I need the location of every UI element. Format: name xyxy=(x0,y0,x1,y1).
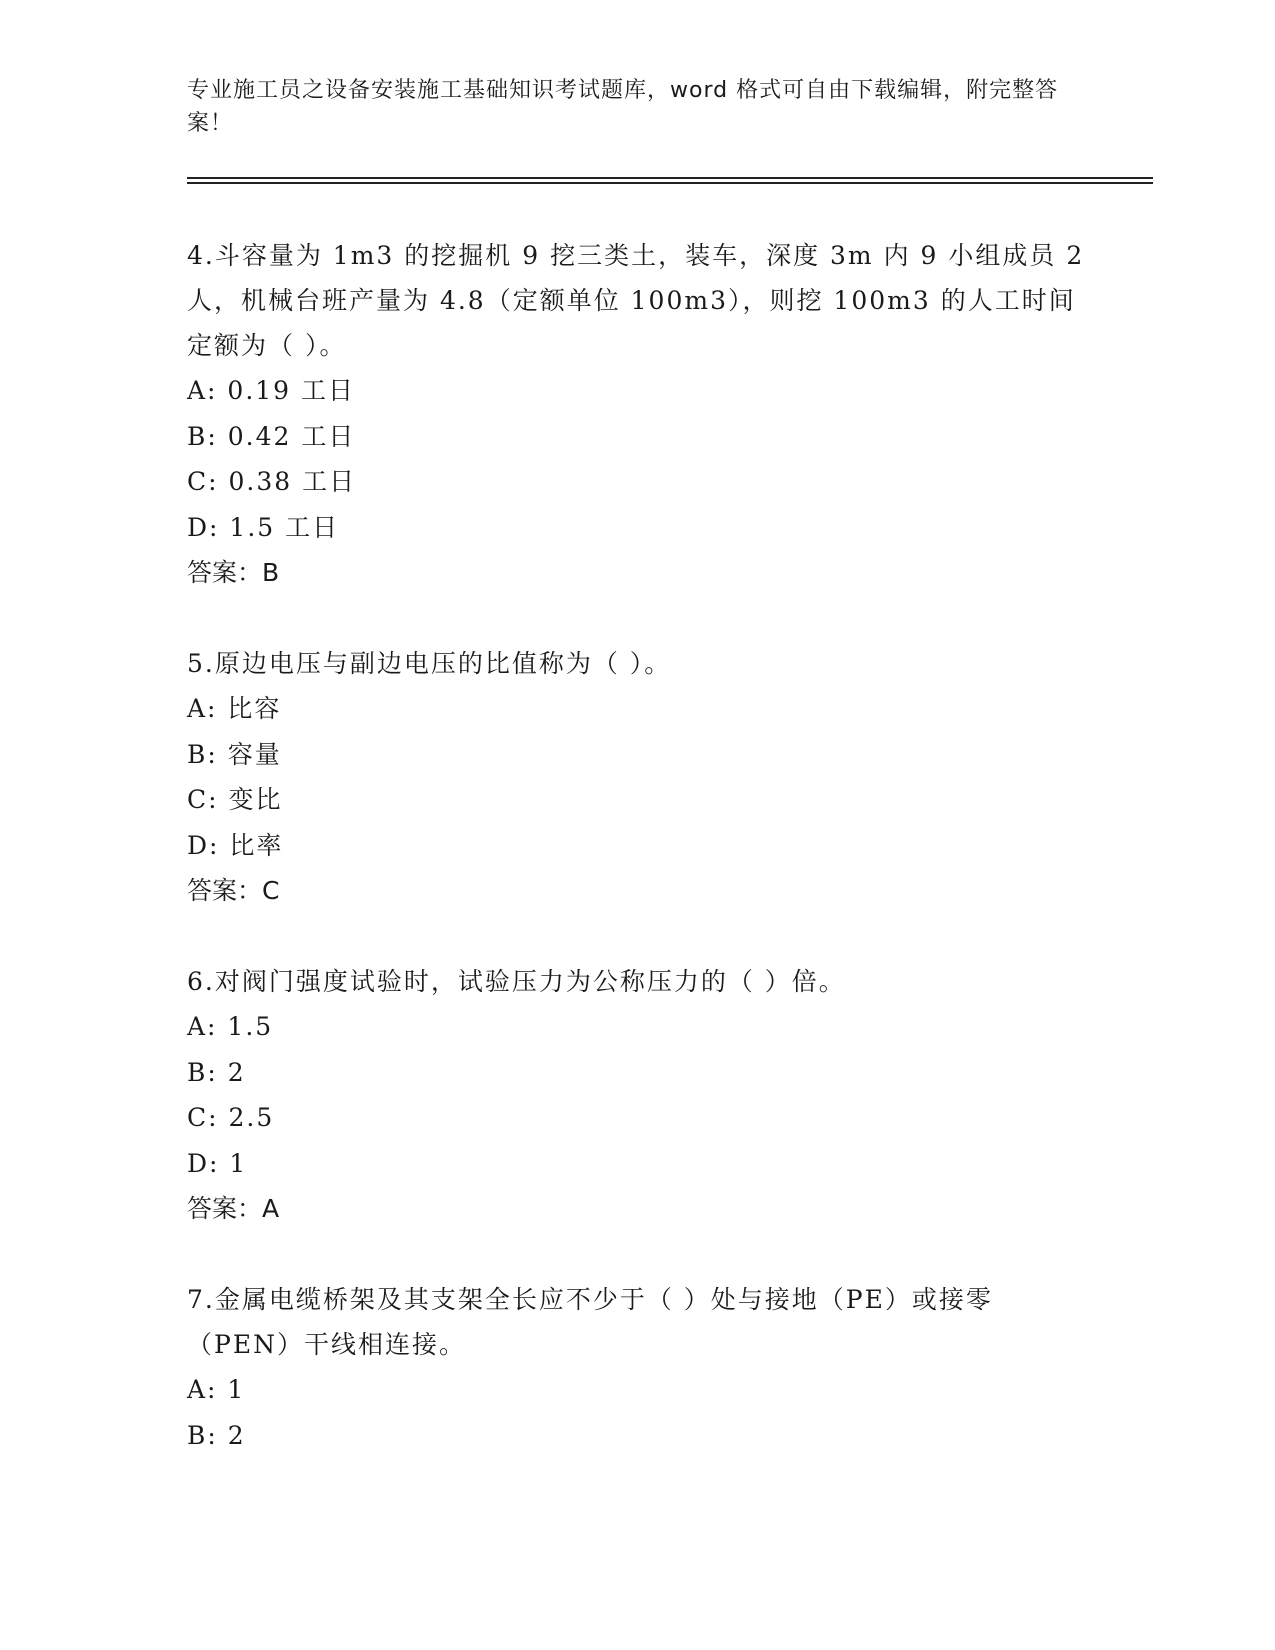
option-c: C: 0.38 工日 xyxy=(187,467,357,496)
question-6 xyxy=(187,959,1087,1231)
option-b: B: 2 xyxy=(187,1420,246,1450)
answer-label: 答案：C xyxy=(187,876,280,905)
header-divider-top xyxy=(187,177,1153,179)
question-4 xyxy=(187,233,1087,595)
header-divider-bottom xyxy=(187,182,1153,184)
option-a: A: 1.5 xyxy=(187,1012,274,1041)
option-c: C: 2.5 xyxy=(187,1103,275,1132)
answer-label: 答案：B xyxy=(187,558,280,587)
option-d: D: 1.5 工日 xyxy=(187,512,340,542)
option-d: D: 1 xyxy=(187,1148,248,1178)
question-5 xyxy=(187,641,1087,913)
option-a: A: 比容 xyxy=(187,694,282,723)
document-header: 专业施工员之设备安装施工基础知识考试题库，word 格式可自由下载编辑，附完整答案！ xyxy=(187,78,1059,136)
question-text: 5.原边电压与副边电压的比值称为（ ）。 xyxy=(187,649,672,678)
option-a: A: 0.19 工日 xyxy=(187,376,356,405)
option-b: B: 容量 xyxy=(187,739,282,769)
question-7 xyxy=(187,1277,1087,1458)
question-text: 7.金属电缆桥架及其支架全长应不少于（ ）处与接地（PE）或接零（PEN）干线相连接。 xyxy=(187,1285,993,1359)
option-a: A: 1 xyxy=(187,1375,246,1404)
option-d: D: 比率 xyxy=(187,830,284,860)
option-c: C: 变比 xyxy=(187,785,283,814)
answer-label: 答案：A xyxy=(187,1194,280,1223)
question-text: 6.对阀门强度试验时，试验压力为公称压力的（ ）倍。 xyxy=(187,967,846,996)
option-b: B: 2 xyxy=(187,1057,246,1087)
question-list xyxy=(187,233,1087,1504)
option-b: B: 0.42 工日 xyxy=(187,421,356,451)
question-text: 4.斗容量为 1m3 的挖掘机 9 挖三类土，装车，深度 3m 内 9 小组成员 2 人，机械台班产量为 4.8（定额单位 100m3），则挖 100m3 的人工时间定额为（ ）。 xyxy=(187,241,1085,360)
